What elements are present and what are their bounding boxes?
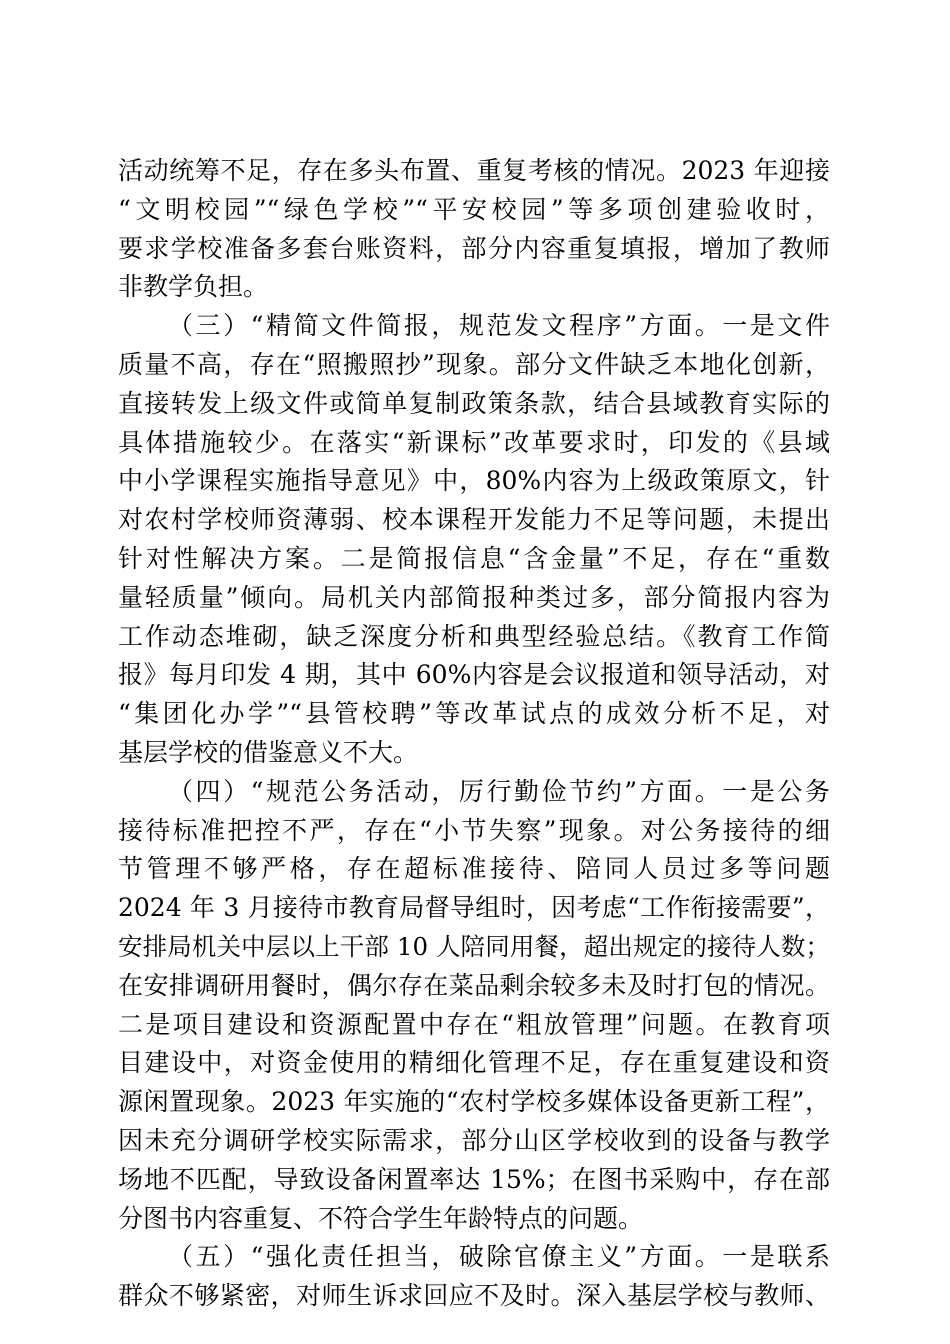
- text-line: 质量不高，存在“照搬照抄”现象。部分文件缺乏本地化创新，: [118, 349, 830, 379]
- text-line: 2024 年 3 月接待市教育局督导组时，因考虑“工作衔接需要”，: [118, 893, 830, 923]
- text-line: （三）“精简文件简报，规范发文程序”方面。一是文件: [168, 311, 830, 341]
- text-line: 非教学负担。: [118, 272, 269, 302]
- text-line: 具体措施较少。在落实“新课标”改革要求时，印发的《县域: [118, 427, 830, 457]
- text-line: 群众不够紧密，对师生诉求回应不及时。深入基层学校与教师、: [118, 1281, 830, 1311]
- text-line: 目建设中，对资金使用的精细化管理不足，存在重复建设和资: [118, 1048, 830, 1078]
- text-line: 中小学课程实施指导意见》中，80%内容为上级政策原文，针: [118, 466, 830, 496]
- body-text: [118, 152, 830, 1316]
- text-line: 接待标准把控不严，存在“小节失察”现象。对公务接待的细: [118, 815, 830, 845]
- text-line: 源闲置现象。2023 年实施的“农村学校多媒体设备更新工程”，: [118, 1087, 830, 1117]
- text-line: （四）“规范公务活动，厉行勤俭节约”方面。一是公务: [168, 776, 830, 806]
- text-line: 分图书内容重复、不符合学生年龄特点的问题。: [118, 1203, 644, 1233]
- text-line: “集团化办学”“县管校聘”等改革试点的成效分析不足，对: [118, 699, 830, 729]
- text-line: 因未充分调研学校实际需求，部分山区学校收到的设备与教学: [118, 1125, 830, 1155]
- text-line: 场地不匹配，导致设备闲置率达 15%；在图书采购中，存在部: [118, 1164, 830, 1194]
- text-line: （五）“强化责任担当，破除官僚主义”方面。一是联系: [168, 1242, 830, 1272]
- text-line: 要求学校准备多套台账资料，部分内容重复填报，增加了教师: [118, 233, 830, 263]
- text-line: 对农村学校师资薄弱、校本课程开发能力不足等问题，未提出: [118, 505, 830, 535]
- text-line: 针对性解决方案。二是简报信息“含金量”不足，存在“重数: [118, 543, 830, 573]
- text-line: 节管理不够严格，存在超标准接待、陪同人员过多等问题: [118, 854, 830, 884]
- text-line: 报》每月印发 4 期，其中 60%内容是会议报道和领导活动，对: [118, 660, 830, 690]
- text-line: 基层学校的借鉴意义不大。: [118, 737, 419, 767]
- text-line: 直接转发上级文件或简单复制政策条款，结合县域教育实际的: [118, 388, 830, 418]
- text-line: 在安排调研用餐时，偶尔存在菜品剩余较多未及时打包的情况。: [118, 970, 830, 1000]
- text-line: 二是项目建设和资源配置中存在“粗放管理”问题。在教育项: [118, 1009, 830, 1039]
- text-line: 量轻质量”倾向。局机关内部简报种类过多，部分简报内容为: [118, 582, 830, 612]
- text-line: “文明校园”“绿色学校”“平安校园”等多项创建验收时，: [118, 194, 830, 224]
- text-line: 安排局机关中层以上干部 10 人陪同用餐，超出规定的接待人数；: [118, 931, 830, 961]
- text-line: 活动统筹不足，存在多头布置、重复考核的情况。2023 年迎接: [118, 156, 830, 185]
- text-line: 工作动态堆砌，缺乏深度分析和典型经验总结。《教育工作简: [118, 621, 830, 651]
